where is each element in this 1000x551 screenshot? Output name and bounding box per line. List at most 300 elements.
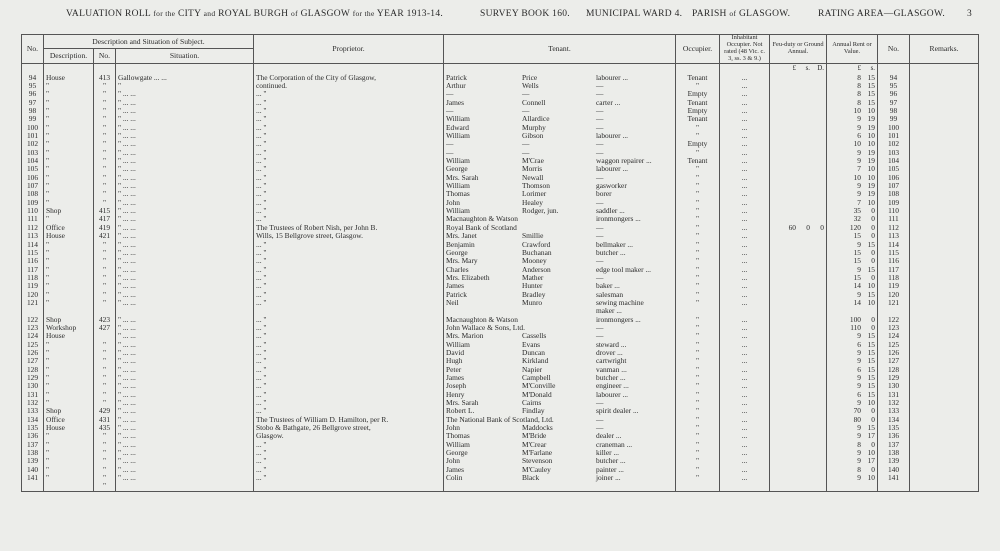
inhabitant-occupier: ... — [720, 349, 770, 357]
proprietor: The Corporation of the City of Glasgow, — [254, 74, 444, 82]
inhabitant-occupier: ... — [720, 74, 770, 82]
proprietor: ... " — [254, 190, 444, 198]
entry-number-right: 102 — [878, 140, 910, 148]
description: " — [44, 249, 94, 257]
tenant-surname: Evans — [522, 339, 541, 349]
description: " — [44, 449, 94, 457]
occupier: Empty — [676, 107, 720, 115]
occupier: " — [676, 149, 720, 157]
tenant — [444, 74, 676, 82]
entry-number-right: 133 — [878, 407, 910, 415]
roll-row — [22, 199, 979, 207]
entry-number: 109 — [22, 199, 44, 207]
inhabitant-occupier: ... — [720, 215, 770, 223]
rent-shillings: 0 — [871, 439, 875, 449]
street-number: " — [94, 115, 116, 123]
tenant-forename: James — [446, 373, 465, 382]
entry-number: 107 — [22, 182, 44, 190]
rent-pounds: 35 — [853, 206, 861, 216]
rent-shillings: 15 — [867, 264, 875, 274]
feu-duty — [770, 99, 827, 107]
tenant-forename: William — [446, 131, 470, 141]
tenant — [444, 474, 676, 482]
rent-pounds: 9 — [857, 381, 861, 391]
street-number: " — [94, 190, 116, 198]
street-number: " — [94, 132, 116, 140]
rent-pounds: 15 — [853, 247, 861, 257]
proprietor: ... " — [254, 249, 444, 257]
proprietor: ... " — [254, 149, 444, 157]
proprietor: ... " — [254, 174, 444, 182]
occupier: " — [676, 165, 720, 173]
tenant-forename: James — [446, 97, 465, 107]
street-number: " — [94, 341, 116, 349]
entry-number: 115 — [22, 249, 44, 257]
proprietor: ... " — [254, 124, 444, 132]
feu-duty — [770, 157, 827, 165]
annual-rent — [827, 474, 878, 482]
tenant-occupation: — — [596, 139, 604, 149]
tenant — [444, 165, 676, 173]
proprietor: ... " — [254, 382, 444, 390]
entry-number: 121 — [22, 299, 44, 307]
rent-shillings: 10 — [867, 398, 875, 408]
inhabitant-occupier: ... — [720, 357, 770, 365]
tenant-occupation: — — [596, 222, 604, 232]
occupier: " — [676, 466, 720, 474]
tenant-occupation: bellmaker ... — [596, 239, 633, 249]
remarks — [910, 332, 979, 340]
street-number: 431 — [94, 416, 116, 424]
street-number: " — [94, 432, 116, 440]
rent-pounds: 10 — [853, 139, 861, 149]
occupier: " — [676, 124, 720, 132]
roll-row — [22, 441, 979, 449]
feu-duty — [770, 165, 827, 173]
rent-pounds: 10 — [853, 106, 861, 115]
remarks — [910, 99, 979, 107]
situation: " ... ... — [116, 391, 254, 399]
street-number: " — [94, 182, 116, 190]
tenant-forename: Robert L. — [446, 406, 475, 416]
description: " — [44, 257, 94, 265]
proprietor: ... " — [254, 157, 444, 165]
inhabitant-occupier: ... — [720, 207, 770, 215]
situation: " ... ... — [116, 257, 254, 265]
proprietor: Stobo & Bathgate, 26 Bellgrove street, — [254, 424, 444, 432]
roll-row — [22, 274, 979, 282]
rent-pounds: 9 — [857, 373, 861, 382]
inhabitant-occupier: ... — [720, 366, 770, 374]
tenant-surname: M'Bride — [522, 431, 547, 441]
rent-pounds: 120 — [849, 222, 861, 232]
tenant-surname: Cassells — [522, 331, 547, 341]
proprietor: ... " — [254, 207, 444, 215]
entry-number-right: 104 — [878, 157, 910, 165]
rent-pounds: 6 — [857, 364, 861, 374]
description: Office — [44, 224, 94, 232]
description: " — [44, 341, 94, 349]
street-number: 413 — [94, 74, 116, 82]
entry-number-right: 109 — [878, 199, 910, 207]
remarks — [910, 232, 979, 240]
rent-shillings: 15 — [867, 381, 875, 391]
inhabitant-occupier: ... — [720, 82, 770, 90]
situation: Gallowgate ... ... — [116, 74, 254, 82]
entry-number-right: 115 — [878, 249, 910, 257]
roll-row — [22, 449, 979, 457]
rent-pounds: 7 — [857, 164, 861, 174]
tenant-forename: Royal Bank of Scotland — [446, 222, 517, 232]
feu-duty — [770, 241, 827, 249]
entry-number-right: 136 — [878, 432, 910, 440]
situation: " ... ... — [116, 199, 254, 207]
rent-shillings: 10 — [867, 473, 875, 483]
entry-number-right: 117 — [878, 266, 910, 274]
col-street-no: No. — [94, 49, 116, 63]
occupier: Tenant — [676, 74, 720, 82]
tenant-surname: Morris — [522, 164, 543, 174]
entry-number-right: 103 — [878, 149, 910, 157]
roll-row — [22, 432, 979, 440]
remarks — [910, 441, 979, 449]
tenant-forename: Thomas — [446, 189, 470, 199]
feu-duty — [770, 215, 827, 223]
remarks — [910, 366, 979, 374]
inhabitant-occupier: ... — [720, 165, 770, 173]
entry-number: 140 — [22, 466, 44, 474]
inhabitant-occupier: ... — [720, 316, 770, 324]
tenant-surname: Stevenson — [522, 456, 553, 466]
occupier: " — [676, 391, 720, 399]
rent-shillings: 15 — [867, 239, 875, 249]
occupier: " — [676, 82, 720, 90]
description: " — [44, 266, 94, 274]
annual-rent — [827, 199, 878, 207]
entry-number: 136 — [22, 432, 44, 440]
occupier: " — [676, 316, 720, 324]
entry-number: 120 — [22, 291, 44, 299]
tenant-surname: — — [522, 89, 530, 99]
roll-row — [22, 124, 979, 132]
feu-duty — [770, 324, 827, 332]
annual-rent — [827, 399, 878, 407]
tenant-forename: William — [446, 156, 470, 166]
street-number: " — [94, 140, 116, 148]
description: " — [44, 457, 94, 465]
situation: " ... ... — [116, 99, 254, 107]
description: " — [44, 132, 94, 140]
entry-number-right: 100 — [878, 124, 910, 132]
rent-pounds: 15 — [853, 272, 861, 282]
description: " — [44, 90, 94, 98]
tenant-forename: John — [446, 456, 460, 466]
entry-number: 100 — [22, 124, 44, 132]
entry-number: 125 — [22, 341, 44, 349]
description: Shop — [44, 316, 94, 324]
entry-number-right: 141 — [878, 474, 910, 482]
tenant-forename: Thomas — [446, 431, 470, 441]
entry-number-right: 128 — [878, 366, 910, 374]
rent-shillings: 17 — [867, 456, 875, 466]
tenant-forename: Henry — [446, 389, 465, 399]
street-number: " — [94, 349, 116, 357]
occupier: " — [676, 199, 720, 207]
feu-duty — [770, 466, 827, 474]
tenant-surname: Munro — [522, 297, 543, 307]
roll-row — [22, 374, 979, 382]
tenant — [444, 132, 676, 140]
rent-shillings: 15 — [867, 72, 875, 82]
entry-number: 103 — [22, 149, 44, 157]
rent-pounds: 9 — [857, 448, 861, 458]
entry-number-right: 97 — [878, 99, 910, 107]
entry-number-right: 106 — [878, 174, 910, 182]
feu-duty — [770, 132, 827, 140]
occupier: Tenant — [676, 99, 720, 107]
roll-row — [22, 99, 979, 107]
tenant-occupation: engineer ... — [596, 381, 629, 391]
street-number: " — [94, 357, 116, 365]
tenant-occupation: waggon repairer ... — [596, 156, 652, 166]
situation: " ... ... — [116, 241, 254, 249]
rent-shillings: 15 — [867, 423, 875, 433]
tenant — [444, 140, 676, 148]
col-remarks: Remarks. — [910, 35, 979, 64]
tenant-occupation: — — [596, 423, 604, 433]
description: " — [44, 349, 94, 357]
tenant — [444, 190, 676, 198]
rent-pounds: 8 — [857, 72, 861, 82]
remarks — [910, 266, 979, 274]
feu-duty — [770, 407, 827, 415]
description: " — [44, 474, 94, 482]
rent-pounds: 9 — [857, 356, 861, 366]
proprietor: Glasgow. — [254, 432, 444, 440]
rent-pounds: 9 — [857, 239, 861, 249]
tenant — [444, 274, 676, 282]
feu-pence-unit: D. — [817, 65, 824, 73]
feu-duty — [770, 199, 827, 207]
entry-number-right: 124 — [878, 332, 910, 340]
tenant-surname: — — [522, 106, 530, 115]
tenant-surname: Anderson — [522, 264, 551, 274]
entry-number: 134 — [22, 416, 44, 424]
rent-shillings: 0 — [871, 247, 875, 257]
tenant-surname: Crawford — [522, 239, 551, 249]
occupier: " — [676, 374, 720, 382]
feu-duty — [770, 299, 827, 307]
occupier: Empty — [676, 90, 720, 98]
inhabitant-occupier: ... — [720, 457, 770, 465]
roll-row — [22, 366, 979, 374]
situation: " ... ... — [116, 416, 254, 424]
rent-pounds: 32 — [853, 214, 861, 224]
rent-shillings: 0 — [871, 414, 875, 424]
proprietor: ... " — [254, 140, 444, 148]
feu-duty — [770, 432, 827, 440]
tenant — [444, 82, 676, 90]
street-number: " — [94, 165, 116, 173]
situation: " ... ... — [116, 357, 254, 365]
tenant-occupation: butcher ... — [596, 373, 626, 382]
tenant-surname: Price — [522, 72, 538, 82]
proprietor — [254, 307, 444, 315]
entry-number: 127 — [22, 357, 44, 365]
tenant-occupation: painter ... — [596, 464, 624, 474]
situation: " ... ... — [116, 282, 254, 290]
tenant-occupation: gasworker — [596, 181, 627, 191]
street-number: " — [94, 399, 116, 407]
inhabitant-occupier: ... — [720, 332, 770, 340]
entry-number-right: 119 — [878, 282, 910, 290]
feu-duty — [770, 124, 827, 132]
inhabitant-occupier: ... — [720, 241, 770, 249]
entry-number: 137 — [22, 441, 44, 449]
situation: " ... ... — [116, 374, 254, 382]
roll-row — [22, 324, 979, 332]
street-number: " — [94, 391, 116, 399]
proprietor: ... " — [254, 165, 444, 173]
tenant — [444, 157, 676, 165]
inhabitant-occupier: ... — [720, 107, 770, 115]
rent-pounds: 9 — [857, 289, 861, 299]
entry-number: 119 — [22, 282, 44, 290]
entry-number: 105 — [22, 165, 44, 173]
roll-row — [22, 391, 979, 399]
remarks — [910, 374, 979, 382]
entry-number: 129 — [22, 374, 44, 382]
parish: PARISH of GLASGOW. — [692, 9, 791, 19]
feu-duty — [770, 149, 827, 157]
rent-shillings: 19 — [867, 181, 875, 191]
rent-pounds: 9 — [857, 189, 861, 199]
feu-duty — [770, 282, 827, 290]
rent-pounds: 9 — [857, 431, 861, 441]
rating-area: RATING AREA—GLASGOW. — [818, 9, 946, 19]
occupier: Empty — [676, 140, 720, 148]
entry-number-right: 129 — [878, 374, 910, 382]
remarks — [910, 82, 979, 90]
inhabitant-occupier: ... — [720, 182, 770, 190]
description: " — [44, 432, 94, 440]
rent-shillings: 15 — [867, 80, 875, 90]
tenant-surname: Healey — [522, 197, 543, 207]
tenant-surname: Gibson — [522, 131, 544, 141]
feu-duty — [770, 82, 827, 90]
description: " — [44, 174, 94, 182]
rent-pounds: 6 — [857, 131, 861, 141]
remarks — [910, 307, 979, 315]
tenant-forename: Joseph — [446, 381, 467, 391]
entry-number-right: 135 — [878, 424, 910, 432]
remarks — [910, 341, 979, 349]
roll-row — [22, 349, 979, 357]
tenant-surname: Black — [522, 473, 540, 483]
tenant-surname: Mather — [522, 272, 544, 282]
feu-duty — [770, 107, 827, 115]
roll-row — [22, 157, 979, 165]
proprietor: continued. — [254, 82, 444, 90]
annual-rent — [827, 266, 878, 274]
situation: " ... ... — [116, 332, 254, 340]
page-header — [0, 9, 1000, 23]
proprietor: ... " — [254, 132, 444, 140]
street-number: " — [94, 474, 116, 482]
rent-shillings: 0 — [871, 222, 875, 232]
inhabitant-occupier: ... — [720, 466, 770, 474]
street-number: " — [94, 466, 116, 474]
feu-duty — [770, 416, 827, 424]
tenant — [444, 374, 676, 382]
remarks — [910, 407, 979, 415]
roll-row — [22, 399, 979, 407]
feu-duty — [770, 174, 827, 182]
tenant-forename: William — [446, 206, 470, 216]
tenant — [444, 199, 676, 207]
tenant-occupation: labourer ... — [596, 164, 629, 174]
feu-duty — [770, 449, 827, 457]
tenant-forename: — — [446, 139, 454, 149]
rent-pounds: 10 — [853, 172, 861, 182]
occupier: " — [676, 324, 720, 332]
entry-number: 111 — [22, 215, 44, 223]
entry-number-right: 131 — [878, 391, 910, 399]
rent-pounds: 9 — [857, 473, 861, 483]
street-number: " — [94, 90, 116, 98]
situation: " ... ... — [116, 449, 254, 457]
roll-row — [22, 232, 979, 240]
rent-pounds: 9 — [857, 147, 861, 157]
rent-pounds: 15 — [853, 231, 861, 241]
proprietor: The Trustees of William D. Hamilton, per R. — [254, 416, 444, 424]
proprietor: ... " — [254, 282, 444, 290]
remarks — [910, 207, 979, 215]
rent-shillings: 19 — [867, 189, 875, 199]
situation: " ... ... — [116, 366, 254, 374]
remarks — [910, 249, 979, 257]
description: Shop — [44, 207, 94, 215]
tenant-occupation: — — [596, 197, 604, 207]
street-number: " — [94, 449, 116, 457]
rent-pounds: 9 — [857, 264, 861, 274]
tenant-occupation: spirit dealer ... — [596, 406, 639, 416]
rent-shillings: 15 — [867, 389, 875, 399]
situation: " ... ... — [116, 224, 254, 232]
remarks — [910, 391, 979, 399]
description: " — [44, 241, 94, 249]
street-number: 419 — [94, 224, 116, 232]
feu-duty — [770, 316, 827, 324]
street-number: " — [94, 441, 116, 449]
feu-duty — [770, 207, 827, 215]
occupier: " — [676, 449, 720, 457]
rent-pounds: 6 — [857, 389, 861, 399]
street-number: " — [94, 274, 116, 282]
entry-number-right: 101 — [878, 132, 910, 140]
inhabitant-occupier: ... — [720, 199, 770, 207]
tenant — [444, 282, 676, 290]
rent-pounds: 70 — [853, 406, 861, 416]
remarks — [910, 299, 979, 307]
street-number: " — [94, 457, 116, 465]
roll-row — [22, 115, 979, 123]
col-situation: Situation. — [116, 49, 254, 63]
proprietor: ... " — [254, 449, 444, 457]
municipal-ward: MUNICIPAL WARD 4. — [586, 9, 683, 19]
feu-duty — [770, 474, 827, 482]
entry-number: 133 — [22, 407, 44, 415]
